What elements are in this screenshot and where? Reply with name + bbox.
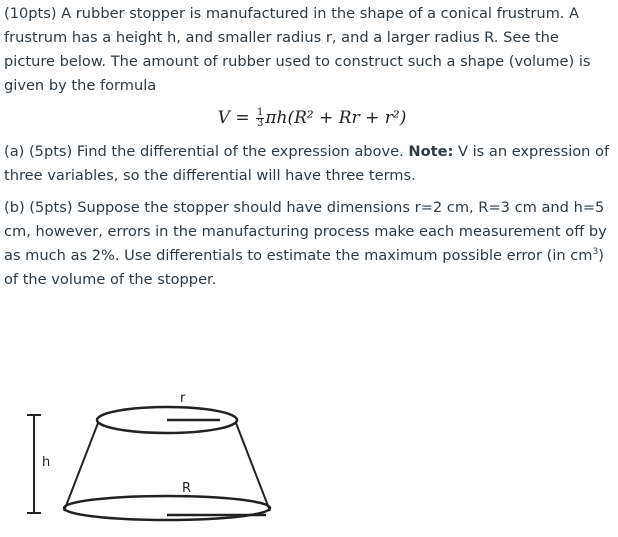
right-side <box>236 423 270 511</box>
problem-intro: (10pts) A rubber stopper is manufactured in the shape of a conical frustrum. A frustrum has a height h, and smaller radius r, and a larger radius R. See the picture below. The amount of rubber used to construct such a shape (volume) is given by the formula <box>4 5 591 94</box>
formula-fraction <box>256 108 264 129</box>
label-R: R <box>182 481 192 496</box>
volume-formula <box>4 98 610 138</box>
formula-rhs: πh(R² + Rr + r²) <box>265 108 407 128</box>
part-b-text: (b) (5pts) Suppose the stopper should have dimensions r=2 cm, R=3 cm and h=5 cm, however, errors in the manufacturing process make each measurement off by as much as 2%. Use differentials to estimate the maximum possible error (in cm <box>4 199 607 264</box>
part-a-text: (a) (5pts) Find the differential of the expression above. <box>4 143 409 160</box>
frustum-diagram <box>22 388 292 528</box>
part-b-text-after: ) of the volume of the stopper. <box>4 247 604 288</box>
fraction-numerator: 1 <box>256 107 264 118</box>
part-b <box>4 196 610 292</box>
label-r: r <box>180 391 186 406</box>
formula-lhs: V = <box>217 108 250 128</box>
part-b-superscript: 3 <box>592 247 599 258</box>
part-a-note-label: Note: <box>408 143 454 160</box>
problem-document <box>4 2 610 292</box>
fraction-denominator: 3 <box>256 118 264 129</box>
frustum-figure <box>22 388 292 528</box>
part-a <box>4 140 610 188</box>
label-h: h <box>42 455 51 470</box>
bottom-ellipse <box>64 496 270 520</box>
part-a-note-text: V is an expression of three variables, so the differential will have three terms. <box>4 143 610 184</box>
left-side <box>64 423 98 511</box>
